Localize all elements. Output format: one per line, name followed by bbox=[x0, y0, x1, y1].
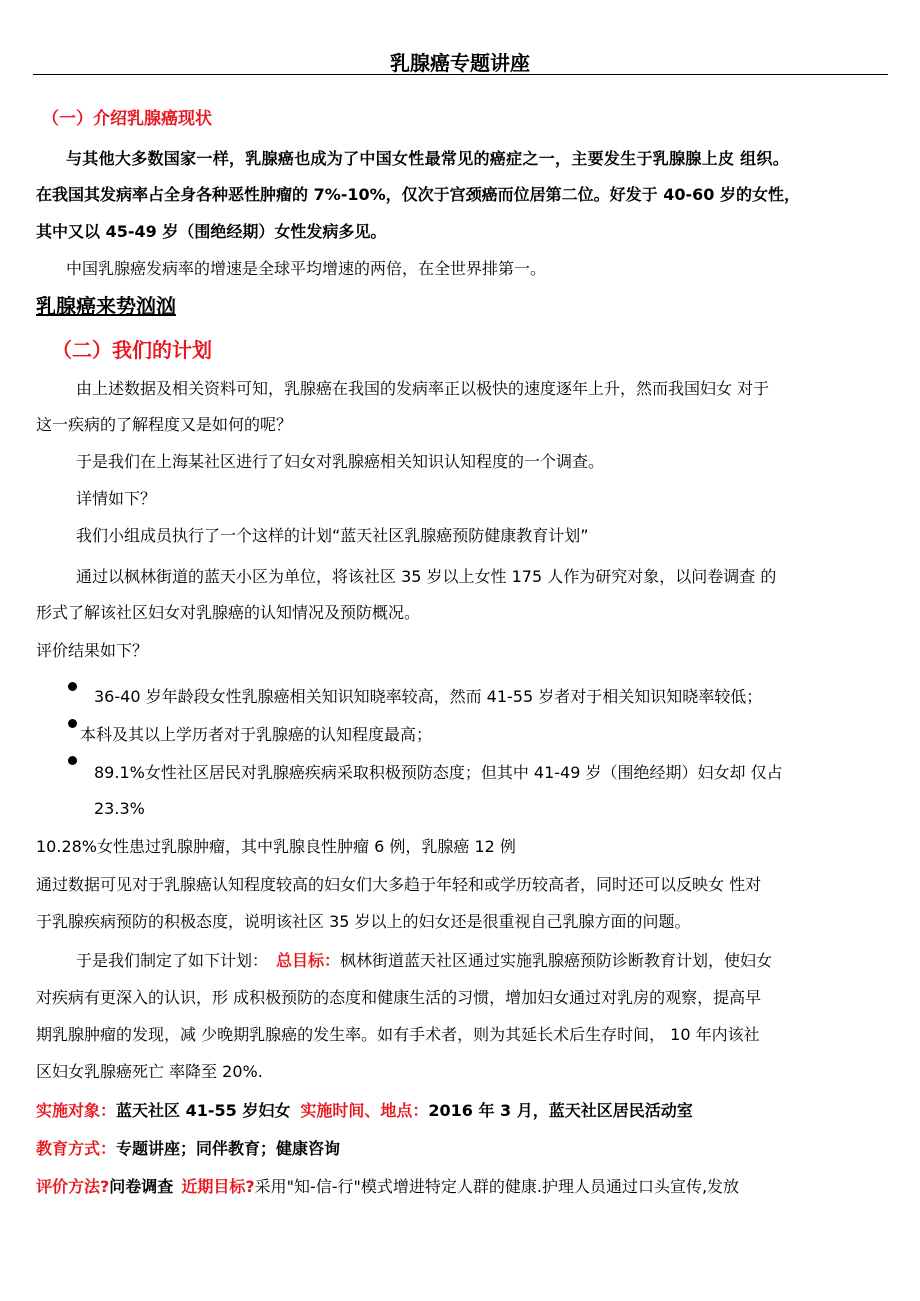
section2-paragraph-line: 形式了解该社区妇女对乳腺癌的认知情况及预防概况。 bbox=[36, 603, 421, 622]
section2-paragraph: 我们小组成员执行了一个这样的计划“蓝天社区乳腺癌预防健康教育计划” bbox=[76, 526, 589, 545]
list-item: 36-40 岁年龄段女性乳腺癌相关知识知晓率较高，然而 41-55 岁者对于相关知识知晓率较低； bbox=[94, 687, 763, 706]
plan-intro: 于是我们制定了如下计划： bbox=[76, 951, 269, 970]
list-item: 89.1%女性社区居民对乳腺癌疾病采取积极预防态度；但其中 41-49 岁（围绝经期）妇女却 仅占 bbox=[94, 763, 783, 782]
evaluation-value: 问卷调查 bbox=[109, 1177, 174, 1196]
evaluation-line bbox=[36, 1176, 739, 1198]
bullet-icon bbox=[68, 756, 77, 765]
section2-paragraph: 于是我们在上海某社区进行了妇女对乳腺癌相关知识认知程度的一个调查。 bbox=[76, 452, 605, 471]
time-value: 2016 年 3 月，蓝天社区居民活动室 bbox=[428, 1101, 693, 1120]
education-label: 教育方式： bbox=[36, 1139, 117, 1158]
banner-heading: 乳腺癌来势汹汹 bbox=[36, 294, 176, 318]
results-label: 评价结果如下？ bbox=[36, 641, 149, 660]
goal-text: 枫林街道蓝天社区通过实施乳腺癌预防诊断教育计划，使妇女 bbox=[340, 951, 773, 970]
target-value: 蓝天社区 41-55 岁妇女 bbox=[116, 1101, 291, 1120]
goal-label: 总目标： bbox=[276, 951, 341, 970]
section1-paragraph-line: 其中又以 45-49 岁（围绝经期）女性发病多见。 bbox=[36, 222, 387, 241]
section1-paragraph-line: 与其他大多数国家一样，乳腺癌也成为了中国女性最常见的癌症之一，主要发生于乳腺腺上皮 组织。 bbox=[66, 149, 790, 168]
bullet-icon bbox=[68, 719, 77, 728]
target-label: 实施对象： bbox=[36, 1101, 117, 1120]
goal-text-line: 期乳腺肿瘤的发现，减 少晚期乳腺癌的发生率。如有手术者，则为其延长术后生存时间， 10 年内该社 bbox=[36, 1025, 760, 1044]
section1-paragraph-2: 中国乳腺癌发病率的增速是全球平均增速的两倍，在全世界排第一。 bbox=[66, 259, 547, 278]
section-heading-1: （一）介绍乳腺癌现状 bbox=[42, 109, 212, 129]
list-item: 本科及其以上学历者对于乳腺癌的认知程度最高； bbox=[80, 725, 433, 744]
near-term-label: 近期目标? bbox=[181, 1177, 255, 1196]
section2-paragraph-line: 这一疾病的了解程度又是如何的呢？ bbox=[36, 415, 293, 434]
bullet-icon bbox=[68, 682, 77, 691]
section2-paragraph: 详情如下？ bbox=[76, 489, 157, 508]
near-term-value: 采用"知-信-行"模式增进特定人群的健康.护理人员通过口头宣传,发放 bbox=[254, 1177, 740, 1196]
goal-text-line: 对疾病有更深入的认识，形 成积极预防的态度和健康生活的习惯，增加妇女通过对乳房的观察，提高早 bbox=[36, 988, 762, 1007]
section2-paragraph-line: 通过以枫林街道的蓝天小区为单位，将该社区 35 岁以上女性 175 人作为研究对象，以问卷调查 的 bbox=[76, 567, 777, 586]
goal-text-line: 区妇女乳腺癌死亡 率降至 20%. bbox=[36, 1062, 263, 1081]
conclusion-line: 通过数据可见对于乳腺癌认知程度较高的妇女们大多趋于年轻和或学历较高者，同时还可以反映女 性对 bbox=[36, 875, 762, 894]
title-divider bbox=[33, 74, 888, 75]
time-label: 实施时间、地点： bbox=[300, 1101, 429, 1120]
section2-paragraph-line: 由上述数据及相关资料可知，乳腺癌在我国的发病率正以极快的速度逐年上升，然而我国妇女 对于 bbox=[76, 379, 770, 398]
plan-line bbox=[76, 950, 772, 972]
implementation-line bbox=[36, 1100, 693, 1122]
conclusion-line: 于乳腺疾病预防的积极态度，说明该社区 35 岁以上的妇女还是很重视自己乳腺方面的问题。 bbox=[36, 912, 691, 931]
education-value: 专题讲座；同伴教育；健康咨询 bbox=[116, 1139, 341, 1158]
evaluation-label: 评价方法? bbox=[36, 1177, 110, 1196]
list-item-continuation: 23.3% bbox=[94, 799, 145, 818]
education-line bbox=[36, 1138, 340, 1160]
page-title: 乳腺癌专题讲座 bbox=[390, 51, 530, 75]
section1-paragraph-line: 在我国其发病率占全身各种恶性肿瘤的 7%-10%，仅次于宫颈癌而位居第二位。好发于 40-60 岁的女性， bbox=[36, 185, 800, 204]
section-heading-2: （二）我们的计划 bbox=[52, 338, 212, 362]
statistics-line: 10.28%女性患过乳腺肿瘤，其中乳腺良性肿瘤 6 例，乳腺癌 12 例 bbox=[36, 837, 516, 856]
